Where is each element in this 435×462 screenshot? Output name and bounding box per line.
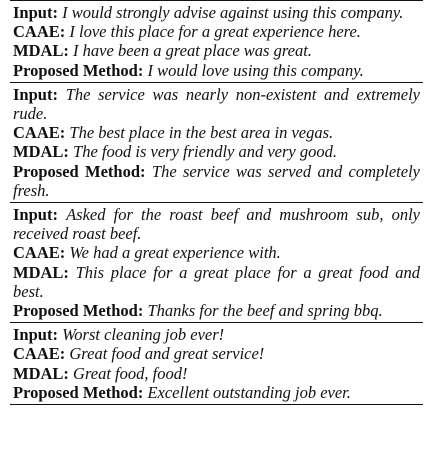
caae-label: CAAE (13, 344, 60, 364)
input-label: Input (13, 84, 53, 104)
input-text: Worst cleaning job ever! (62, 325, 225, 345)
mdal-text: Great food, food! (73, 363, 188, 383)
caae-line: CAAE: I love this place for a great experience here. (13, 22, 361, 42)
proposed-line: Proposed Method: Excellent outstanding job ever. (13, 382, 351, 402)
mdal-line: MDAL: Great food, food! (13, 363, 188, 383)
example-block-3 (10, 203, 423, 323)
proposed-text: Thanks for the beef and spring bbq. (147, 301, 383, 321)
proposed-label: Proposed Method (13, 161, 141, 181)
example-block-1 (10, 1, 423, 83)
mdal-line: MDAL: I have been a great place was great. (13, 41, 312, 61)
proposed-label: Proposed Method (13, 60, 138, 80)
input-line: Input: The service was nearly non-existent and extremely rude. (13, 84, 420, 124)
mdal-line: MDAL: The food is very friendly and very good. (13, 142, 337, 162)
proposed-line: Proposed Method: The service was served and completely fresh. (13, 161, 420, 200)
caae-line: CAAE: The best place in the best area in vegas. (13, 123, 334, 143)
caae-label: CAAE (13, 22, 60, 42)
caae-text: I love this place for a great experience here. (69, 22, 361, 42)
proposed-text: Excellent outstanding job ever. (147, 382, 351, 402)
examples-table (10, 0, 423, 405)
caae-text: Great food and great service! (69, 344, 265, 364)
example-block-2 (10, 83, 423, 203)
mdal-text: This place for a great place for a great food and best. (13, 262, 420, 301)
input-line: Input: I would strongly advise against using this company. (13, 3, 404, 22)
caae-label: CAAE (13, 243, 60, 263)
mdal-label: MDAL (13, 363, 64, 383)
caae-line: CAAE: Great food and great service! (13, 344, 265, 364)
proposed-text: The service was served and completely fresh. (13, 161, 420, 200)
proposed-label: Proposed Method (13, 301, 138, 321)
mdal-line: MDAL: This place for a great place for a great food and best. (13, 262, 420, 301)
caae-text: We had a great experience with. (69, 243, 281, 263)
input-label: Input (13, 325, 53, 345)
input-line: Input: Asked for the roast beef and mushroom sub, only received roast beef. (13, 205, 420, 244)
proposed-line: Proposed Method: Thanks for the beef and spring bbq. (13, 301, 383, 321)
caae-line: CAAE: We had a great experience with. (13, 243, 281, 263)
mdal-text: I have been a great place was great. (73, 41, 312, 61)
caae-text: The best place in the best area in vegas. (69, 123, 334, 143)
input-line: Input: Worst cleaning job ever! (13, 325, 225, 345)
proposed-text: I would love using this company. (147, 60, 364, 80)
input-label: Input (13, 205, 53, 225)
proposed-line: Proposed Method: I would love using this company. (13, 60, 364, 80)
proposed-label: Proposed Method (13, 382, 138, 402)
mdal-label: MDAL (13, 142, 64, 162)
mdal-label: MDAL (13, 262, 64, 282)
input-text: I would strongly advise against using this company. (62, 3, 404, 22)
caae-label: CAAE (13, 123, 60, 143)
input-text: The service was nearly non-existent and extremely rude. (13, 84, 420, 124)
example-block-4 (10, 323, 423, 404)
input-text: Asked for the roast beef and mushroom sub, only received roast beef. (13, 205, 420, 244)
mdal-label: MDAL (13, 41, 64, 61)
mdal-text: The food is very friendly and very good. (73, 142, 337, 162)
input-label: Input (13, 3, 53, 22)
